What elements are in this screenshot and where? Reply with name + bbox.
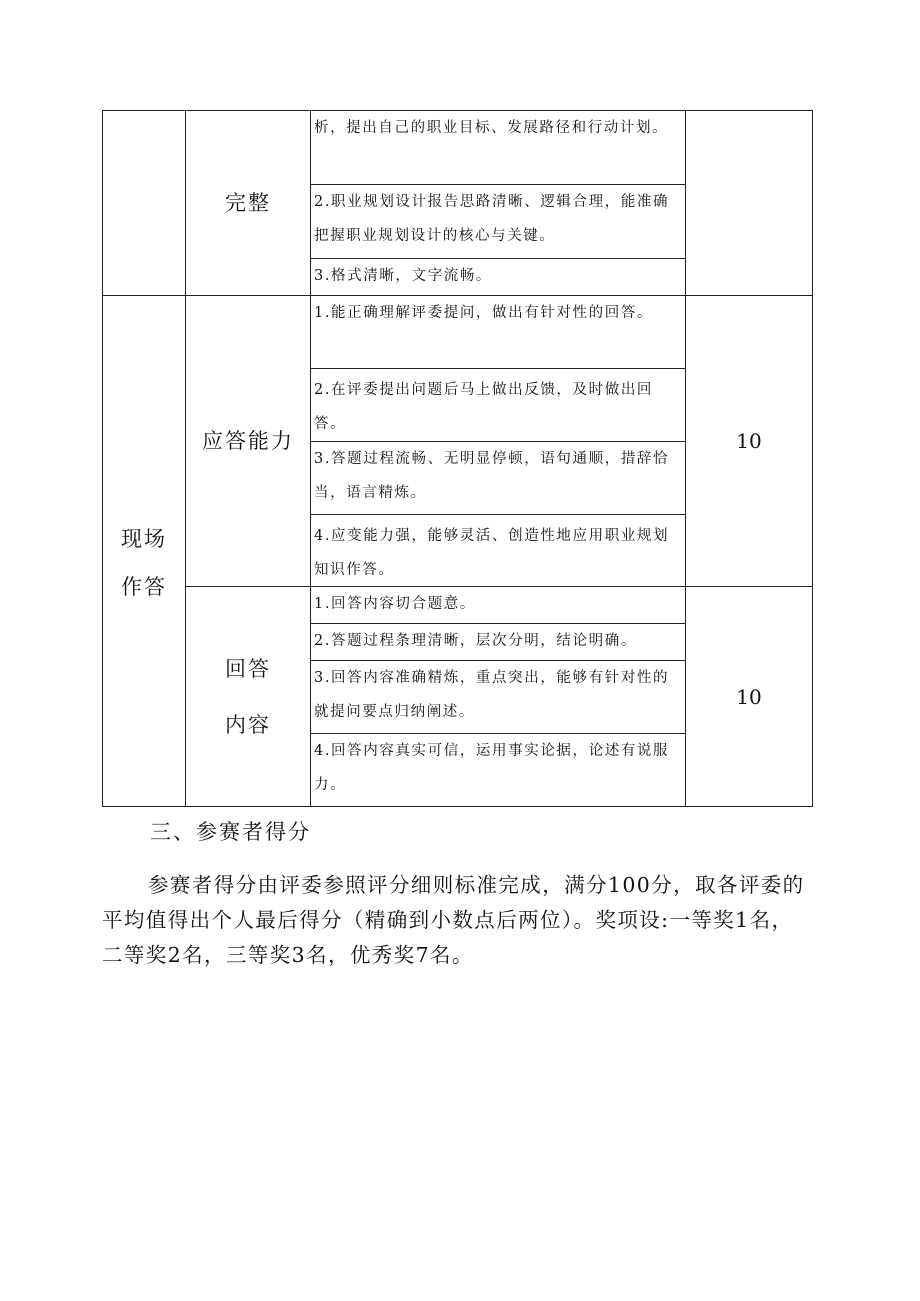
criterion-text: 1.能正确理解评委提问，做出有针对性的回答。 bbox=[314, 305, 654, 321]
criterion-text: 3.格式清晰，文字流畅。 bbox=[314, 268, 493, 284]
criterion-cell bbox=[311, 587, 686, 624]
criterion-text: 2.职业规划设计报告思路清晰、逻辑合理，能准确把握职业规划设计的核心与关键。 bbox=[314, 194, 670, 244]
criterion-cell bbox=[311, 369, 686, 442]
score-cell bbox=[686, 587, 813, 807]
criterion-cell bbox=[311, 442, 686, 515]
scoring-table bbox=[102, 110, 813, 807]
item-cell-completeness bbox=[186, 111, 311, 296]
item-label: 内容 bbox=[225, 712, 271, 737]
score-value: 10 bbox=[736, 684, 762, 709]
criterion-text: 4.应变能力强，能够灵活、创造性地应用职业规划知识作答。 bbox=[314, 528, 670, 578]
criterion-cell bbox=[311, 515, 686, 587]
criterion-text: 2.答题过程条理清晰，层次分明，结论明确。 bbox=[314, 633, 637, 649]
item-cell-response-ability bbox=[186, 296, 311, 587]
criterion-cell bbox=[311, 661, 686, 734]
score-cell-empty bbox=[686, 111, 813, 296]
criterion-cell bbox=[311, 624, 686, 661]
category-cell-onsite bbox=[103, 296, 186, 807]
criterion-cell bbox=[311, 296, 686, 369]
category-line: 现场 bbox=[121, 527, 167, 551]
category-cell-empty bbox=[103, 111, 186, 296]
section-heading: 三、参赛者得分 bbox=[150, 820, 311, 844]
section-paragraph: 参赛者得分由评委参照评分细则标准完成，满分100分，取各评委的平均值得出个人最后得分（精确到小数点后两位）。奖项设:一等奖1名，二等奖2名，三等奖3名，优秀奖7名。 bbox=[102, 873, 805, 967]
criterion-text: 3.答题过程流畅、无明显停顿，语句通顺，措辞恰当，语言精炼。 bbox=[314, 451, 670, 501]
criterion-cell bbox=[311, 734, 686, 807]
criterion-text: 3.回答内容准确精炼，重点突出，能够有针对性的就提问要点归纳阐述。 bbox=[314, 670, 670, 720]
score-cell bbox=[686, 296, 813, 587]
score-value: 10 bbox=[736, 429, 762, 453]
criterion-text: 析，提出自己的职业目标、发展路径和行动计划。 bbox=[314, 120, 669, 136]
item-label: 回答 bbox=[225, 656, 271, 681]
criterion-text: 4.回答内容真实可信，运用事实论据，论述有说服力。 bbox=[314, 743, 670, 793]
item-cell-answer-content bbox=[186, 587, 311, 807]
criterion-cell bbox=[311, 111, 686, 185]
criterion-text: 1.回答内容切合题意。 bbox=[314, 596, 476, 612]
criterion-cell bbox=[311, 185, 686, 259]
criterion-text: 2.在评委提出问题后马上做出反馈，及时做出回答。 bbox=[314, 382, 654, 432]
category-line: 作答 bbox=[121, 575, 167, 599]
criterion-cell bbox=[311, 259, 686, 296]
item-label: 应答能力 bbox=[202, 429, 294, 453]
item-label: 完整 bbox=[225, 191, 271, 215]
